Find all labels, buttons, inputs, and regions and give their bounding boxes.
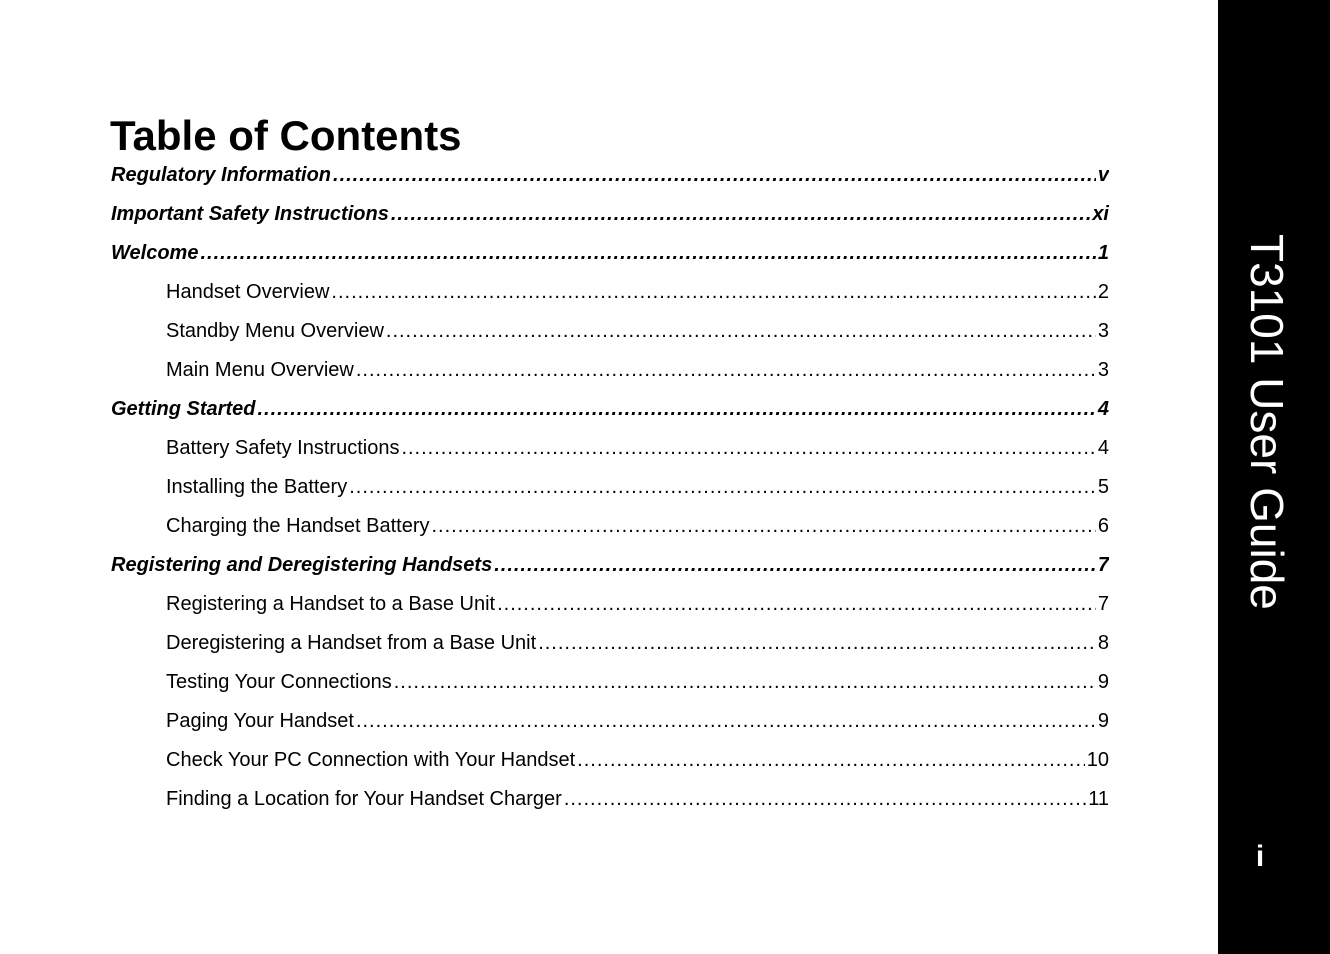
- toc-leader-dots: [538, 626, 1096, 660]
- toc-leader-dots: [401, 431, 1095, 465]
- toc-leader-dots: [564, 782, 1086, 816]
- toc-entry-page: 2: [1097, 281, 1109, 303]
- toc-entry-charging-the-handset-battery[interactable]: [111, 509, 1109, 548]
- toc-entry-finding-a-location[interactable]: [111, 782, 1109, 821]
- toc-list: [111, 158, 1109, 821]
- toc-entry-label: Check Your PC Connection with Your Handset: [166, 749, 576, 771]
- toc-entry-page: 7: [1097, 593, 1109, 615]
- toc-entry-page: 9: [1097, 710, 1109, 732]
- toc-entry-testing-your-connections[interactable]: [111, 665, 1109, 704]
- page-number: i: [1255, 840, 1265, 873]
- toc-leader-dots: [577, 743, 1085, 777]
- toc-entry-handset-overview[interactable]: [111, 275, 1109, 314]
- toc-entry-label: Welcome: [111, 242, 199, 264]
- toc-entry-page: 7: [1097, 554, 1109, 576]
- toc-leader-dots: [432, 509, 1096, 543]
- toc-entry-page: 3: [1097, 320, 1109, 342]
- toc-entry-important-safety-instructions[interactable]: [111, 197, 1109, 236]
- toc-entry-welcome[interactable]: [111, 236, 1109, 275]
- toc-entry-standby-menu-overview[interactable]: [111, 314, 1109, 353]
- toc-leader-dots: [386, 314, 1096, 348]
- page-title: Table of Contents: [110, 112, 462, 159]
- toc-entry-page: 10: [1086, 749, 1109, 771]
- toc-entry-label: Testing Your Connections: [166, 671, 392, 693]
- toc-entry-label: Main Menu Overview: [166, 359, 354, 381]
- toc-entry-main-menu-overview[interactable]: [111, 353, 1109, 392]
- toc-entry-check-your-pc-connection[interactable]: [111, 743, 1109, 782]
- side-tab-title: T3101 User Guide: [1241, 234, 1293, 610]
- toc-entry-label: Standby Menu Overview: [166, 320, 384, 342]
- toc-entry-deregistering-a-handset[interactable]: [111, 626, 1109, 665]
- toc-leader-dots: [331, 275, 1095, 309]
- toc-leader-dots: [494, 548, 1096, 582]
- toc-leader-dots: [200, 236, 1095, 270]
- toc-entry-page: 8: [1097, 632, 1109, 654]
- toc-entry-page: 6: [1097, 515, 1109, 537]
- toc-entry-label: Registering and Deregistering Handsets: [111, 554, 493, 576]
- toc-leader-dots: [391, 197, 1091, 231]
- toc-entry-page: 1: [1097, 242, 1109, 264]
- toc-leader-dots: [356, 704, 1096, 738]
- toc-entry-registering-and-deregistering-handsets[interactable]: [111, 548, 1109, 587]
- toc-entry-paging-your-handset[interactable]: [111, 704, 1109, 743]
- toc-entry-page: 5: [1097, 476, 1109, 498]
- toc-entry-page: 3: [1097, 359, 1109, 381]
- toc-entry-getting-started[interactable]: [111, 392, 1109, 431]
- toc-leader-dots: [356, 353, 1096, 387]
- toc-entry-label: Battery Safety Instructions: [166, 437, 400, 459]
- toc-leader-dots: [394, 665, 1096, 699]
- toc-entry-label: Handset Overview: [166, 281, 330, 303]
- toc-leader-dots: [349, 470, 1096, 504]
- toc-leader-dots: [333, 158, 1096, 192]
- toc-entry-page: 4: [1097, 437, 1109, 459]
- toc-entry-label: Important Safety Instructions: [111, 203, 389, 225]
- toc-entry-label: Charging the Handset Battery: [166, 515, 430, 537]
- toc-entry-label: Deregistering a Handset from a Base Unit: [166, 632, 537, 654]
- toc-entry-installing-the-battery[interactable]: [111, 470, 1109, 509]
- toc-entry-page: xi: [1092, 203, 1109, 225]
- toc-entry-label: Installing the Battery: [166, 476, 348, 498]
- toc-entry-label: Registering a Handset to a Base Unit: [166, 593, 496, 615]
- toc-entry-page: 9: [1097, 671, 1109, 693]
- toc-entry-page: 11: [1088, 788, 1109, 810]
- toc-leader-dots: [257, 392, 1095, 426]
- toc-entry-label: Paging Your Handset: [166, 710, 354, 732]
- toc-entry-registering-a-handset[interactable]: [111, 587, 1109, 626]
- toc-leader-dots: [497, 587, 1096, 621]
- toc-entry-regulatory-information[interactable]: [111, 158, 1109, 197]
- toc-entry-label: Finding a Location for Your Handset Charger: [166, 788, 562, 810]
- toc-entry-battery-safety-instructions[interactable]: [111, 431, 1109, 470]
- toc-entry-page: 4: [1097, 398, 1109, 420]
- toc-entry-label: Getting Started: [111, 398, 256, 420]
- toc-entry-page: v: [1097, 164, 1109, 186]
- toc-entry-label: Regulatory Information: [111, 164, 332, 186]
